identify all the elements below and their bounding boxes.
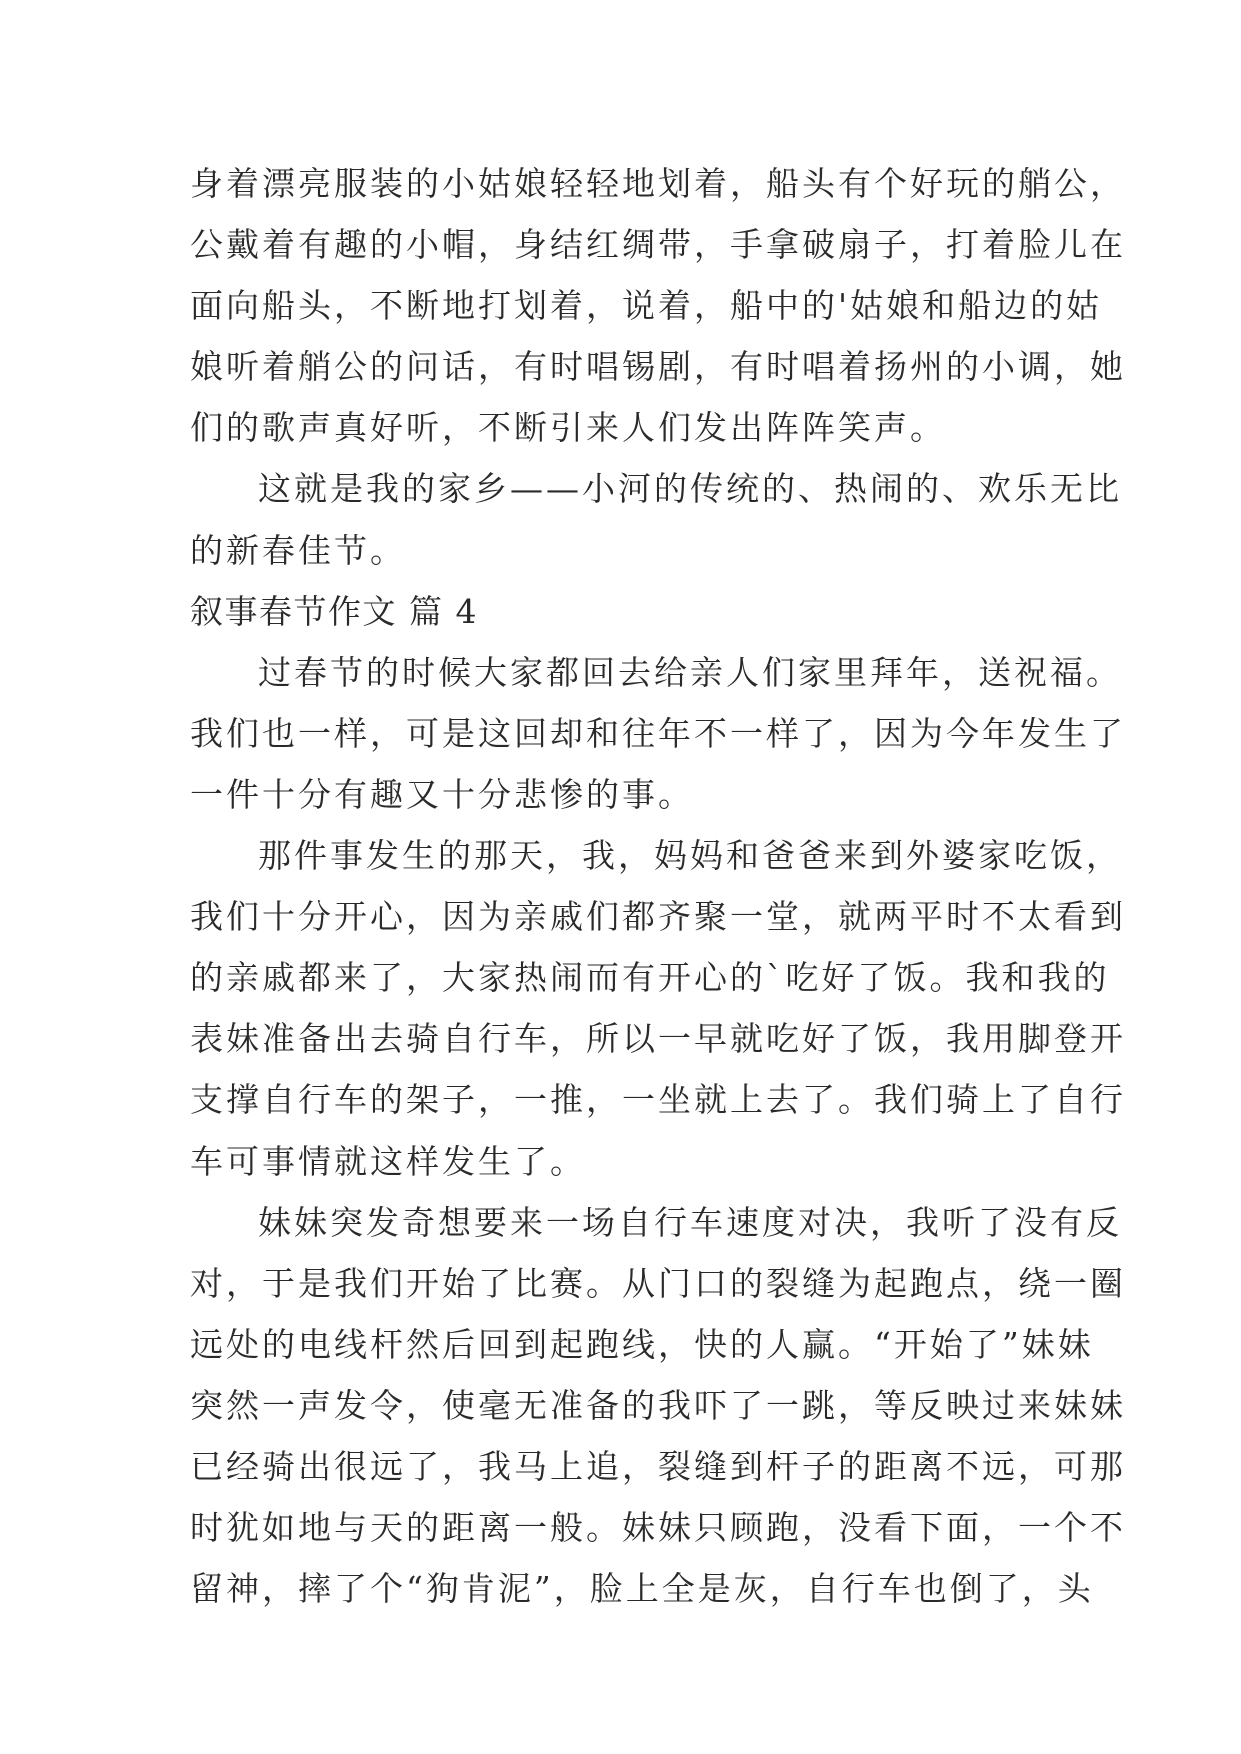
text-line: 们的歌声真好听，不断引来人们发出阵阵笑声。 [190, 408, 946, 448]
text-line: 妹妹突发奇想要来一场自行车速度对决，我听了没有反 [258, 1202, 1122, 1242]
text-line: 身着漂亮服装的小姑娘轻轻地划着，船头有个好玩的艄公， [190, 164, 1126, 203]
text-line: 面向船头，不断地打划着，说着，船中的'姑娘和船边的姑 [190, 286, 1103, 326]
section-heading: 叙事春节作文 篇 4 [190, 591, 478, 631]
text-line: 我们也一样，可是这回却和往年不一样了，因为今年发生了 [190, 713, 1126, 753]
text-line: 远处的电线杆然后回到起跑线，快的人赢。“开始了”妹妹 [190, 1324, 1094, 1364]
text-line: 娘听着艄公的问话，有时唱锡剧，有时唱着扬州的小调，她 [190, 347, 1126, 387]
text-line: 的亲戚都来了，大家热闹而有开心的`吃好了饭。我和我的 [190, 958, 1110, 998]
text-line: 公戴着有趣的小帽，身结红绸带，手拿破扇子，打着脸儿在 [190, 225, 1126, 265]
text-line: 的新春佳节。 [190, 530, 406, 570]
text-line: 表妹准备出去骑自行车，所以一早就吃好了饭，我用脚登开 [190, 1019, 1126, 1059]
text-line: 时犹如地与天的距离一般。妹妹只顾跑，没看下面，一个不 [190, 1508, 1126, 1548]
text-line: 对，于是我们开始了比赛。从门口的裂缝为起跑点，绕一圈 [190, 1263, 1126, 1303]
text-line: 留神，摔了个“狗肯泥”，脸上全是灰，自行车也倒了，头 [190, 1569, 1094, 1609]
text-line: 我们十分开心，因为亲戚们都齐聚一堂，就两平时不太看到 [190, 897, 1126, 937]
text-line: 过春节的时候大家都回去给亲人们家里拜年，送祝福。 [258, 652, 1122, 692]
document-page [190, 153, 1126, 1619]
text-line: 那件事发生的那天，我，妈妈和爸爸来到外婆家吃饭， [258, 836, 1122, 876]
text-line: 突然一声发令，使毫无准备的我吓了一跳，等反映过来妹妹 [190, 1385, 1126, 1425]
text-line: 车可事情就这样发生了。 [190, 1141, 586, 1181]
text-line: 支撑自行车的架子，一推，一坐就上去了。我们骑上了自行 [190, 1080, 1126, 1120]
text-line: 这就是我的家乡——小河的传统的、热闹的、欢乐无比 [258, 469, 1122, 509]
text-line: 已经骑出很远了，我马上追，裂缝到杆子的距离不远，可那 [190, 1446, 1126, 1486]
text-line: 一件十分有趣又十分悲惨的事。 [190, 774, 694, 814]
